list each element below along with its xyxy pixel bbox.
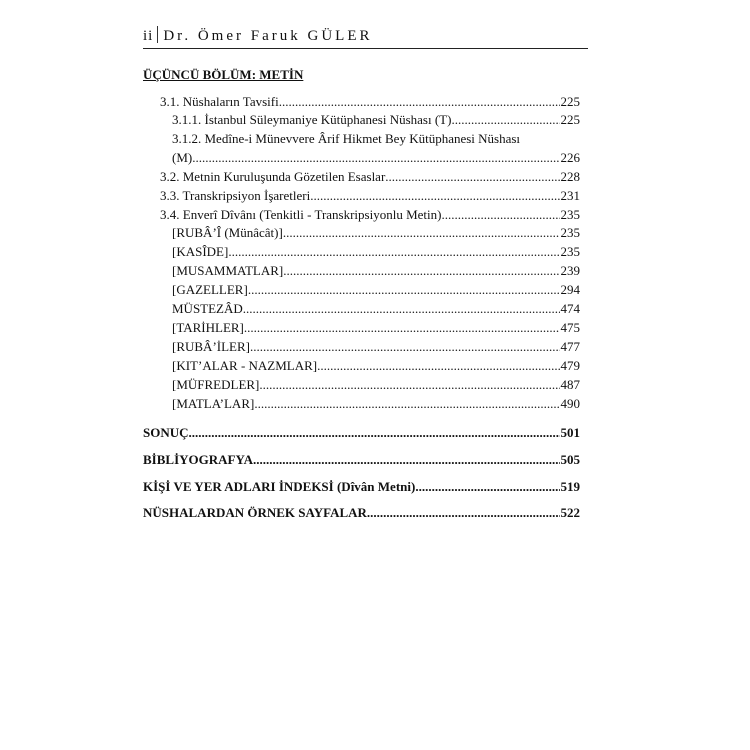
toc-leader-dots bbox=[254, 396, 559, 412]
toc-entry-page: 519 bbox=[560, 479, 580, 494]
toc-leader-dots bbox=[228, 244, 559, 260]
toc-entry bbox=[143, 452, 580, 468]
toc-entry bbox=[160, 207, 580, 223]
toc-leader-dots bbox=[192, 150, 559, 166]
toc-entry-label: 3.1. Nüshaların Tavsifi bbox=[160, 94, 279, 109]
toc-entry-page: 235 bbox=[560, 207, 580, 222]
section-title: ÜÇÜNCÜ BÖLÜM: METİN bbox=[143, 67, 304, 82]
toc-entry-page: 477 bbox=[560, 339, 580, 354]
toc-entry-label: [MATLA’LAR] bbox=[172, 396, 255, 411]
toc-leader-dots bbox=[441, 207, 559, 223]
toc-entry bbox=[172, 358, 580, 374]
toc-entry-label: [KASÎDE] bbox=[172, 244, 229, 259]
toc-entry bbox=[160, 94, 580, 110]
toc-entry bbox=[160, 188, 580, 204]
toc-entry-page: 474 bbox=[560, 301, 580, 316]
toc-entry-label: SONUÇ bbox=[143, 425, 189, 440]
toc-leader-dots bbox=[253, 452, 559, 468]
toc-entry-label: [TARİHLER] bbox=[172, 320, 244, 335]
toc-entry-label: [RUBÂ’İLER] bbox=[172, 339, 250, 354]
toc-entry bbox=[172, 377, 580, 393]
toc-entry-page: 225 bbox=[560, 112, 580, 127]
toc-leader-dots bbox=[279, 94, 560, 110]
toc-entry-page: 522 bbox=[560, 505, 580, 520]
toc-entry-label: 3.1.1. İstanbul Süleymaniye Kütüphanesi Nüshası (T) bbox=[172, 112, 452, 127]
toc-leader-dots bbox=[250, 339, 560, 355]
toc-entry-page: 225 bbox=[560, 94, 580, 109]
toc-entry-page: 475 bbox=[560, 320, 580, 335]
toc-entry-label: 3.3. Transkripsiyon İşaretleri bbox=[160, 188, 311, 203]
toc-entry-page: 294 bbox=[560, 282, 580, 297]
toc-entry-label: (M) bbox=[172, 150, 193, 165]
toc-leader-dots bbox=[385, 169, 559, 185]
toc-entry-label: KİŞİ VE YER ADLARI İNDEKSİ (Dîvân Metni) bbox=[143, 479, 416, 494]
toc-leader-dots bbox=[189, 425, 560, 441]
toc-entry-page: 505 bbox=[560, 452, 580, 467]
toc-entry-label-line: 3.1.2. Medîne-i Münevvere Ârif Hikmet Bey Kütüphanesi Nüshası bbox=[172, 131, 521, 146]
toc-entry-label: BİBLİYOGRAFYA bbox=[143, 452, 254, 467]
toc-entry-label: [MÜFREDLER] bbox=[172, 377, 260, 392]
toc-entry bbox=[172, 150, 580, 166]
toc-entry-page: 479 bbox=[560, 358, 580, 373]
toc-entry bbox=[172, 320, 580, 336]
toc-entry bbox=[143, 505, 580, 521]
toc-leader-dots bbox=[244, 320, 560, 336]
toc-entry-page: 228 bbox=[560, 169, 580, 184]
toc-entry-page: 239 bbox=[560, 263, 580, 278]
toc-leader-dots bbox=[451, 112, 559, 128]
toc-entry-label: NÜSHALARDAN ÖRNEK SAYFALAR bbox=[143, 505, 367, 520]
toc-entry-label: [RUBÂ’Î (Münâcât)] bbox=[172, 225, 283, 240]
toc-entry bbox=[172, 263, 580, 279]
toc-entry-page: 487 bbox=[560, 377, 580, 392]
toc-leader-dots bbox=[259, 377, 559, 393]
toc-entry bbox=[172, 112, 580, 128]
toc-entry-label: [MUSAMMATLAR] bbox=[172, 263, 284, 278]
toc-entry-label: 3.4. Enverî Dîvânı (Tenkitli - Transkripsiyonlu Metin) bbox=[160, 207, 442, 222]
toc-leader-dots bbox=[317, 358, 559, 374]
toc-entry-label: [GAZELLER] bbox=[172, 282, 248, 297]
toc-leader-dots bbox=[243, 301, 560, 317]
page-number: ii bbox=[143, 28, 154, 44]
toc-entry bbox=[172, 396, 580, 412]
toc-entry-page: 226 bbox=[560, 150, 580, 165]
toc-entry-label: [KIT’ALAR - NAZMLAR] bbox=[172, 358, 318, 373]
toc-entry-page: 490 bbox=[560, 396, 580, 411]
toc-entry bbox=[172, 282, 580, 298]
toc-entry bbox=[143, 425, 580, 441]
toc-entry-page: 501 bbox=[560, 425, 580, 440]
toc-leader-dots bbox=[415, 479, 559, 495]
toc-entry bbox=[172, 301, 580, 317]
toc-leader-dots bbox=[248, 282, 560, 298]
toc-leader-dots bbox=[283, 225, 560, 241]
toc-entry bbox=[143, 479, 580, 495]
toc-entry-page: 231 bbox=[560, 188, 580, 203]
toc-entry-label: MÜSTEZÂD bbox=[172, 301, 243, 316]
toc-entry-label: 3.2. Metnin Kuruluşunda Gözetilen Esaslar bbox=[160, 169, 386, 184]
toc-leader-dots bbox=[283, 263, 559, 279]
toc-entry-page: 235 bbox=[560, 244, 580, 259]
toc-entry bbox=[172, 339, 580, 355]
toc-entry bbox=[172, 244, 580, 260]
toc-leader-dots bbox=[367, 505, 560, 521]
author-name: Dr. Ömer Faruk GÜLER bbox=[163, 28, 373, 44]
toc-entry-page: 235 bbox=[560, 225, 580, 240]
toc-leader-dots bbox=[310, 188, 559, 204]
toc-entry bbox=[172, 225, 580, 241]
toc-entry bbox=[160, 169, 580, 185]
